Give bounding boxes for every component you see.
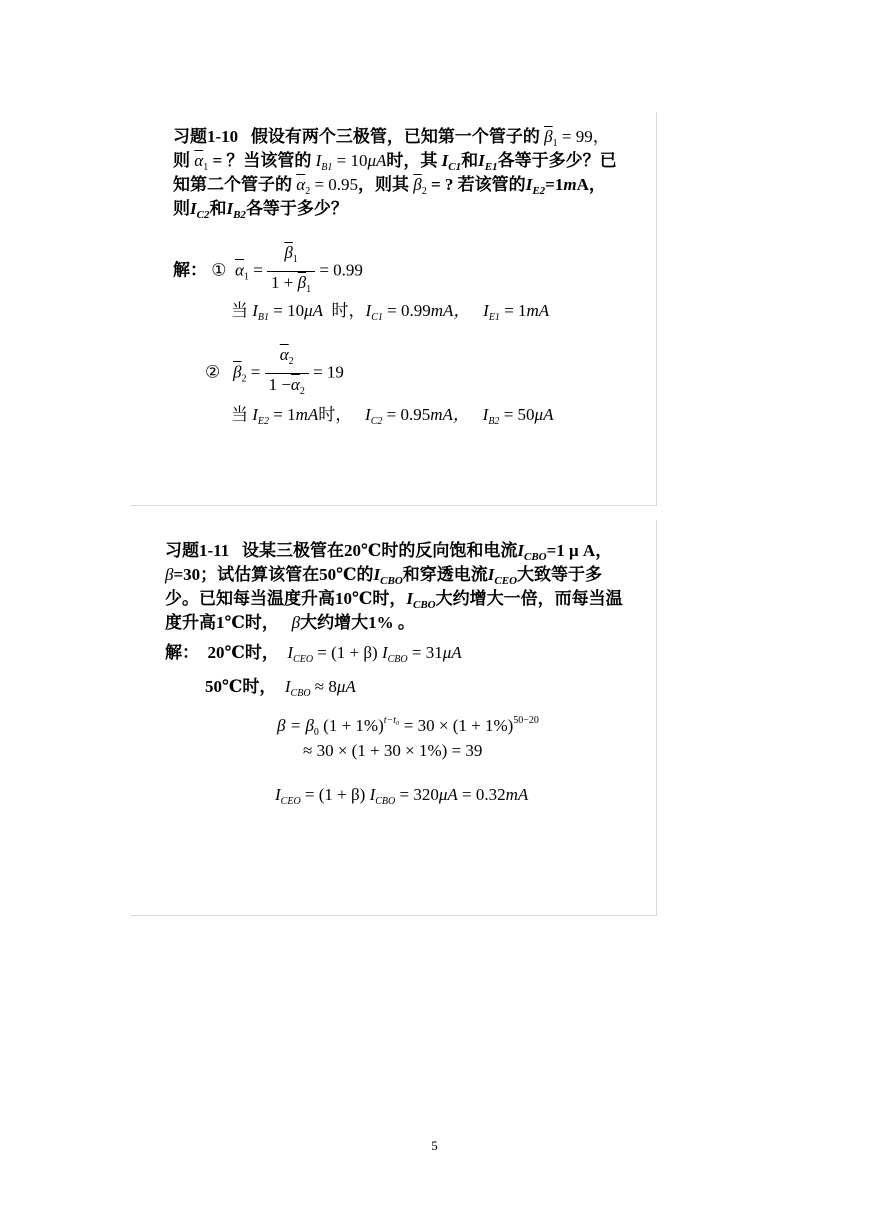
solution-2-eq-3: $\beta = \beta_0$ $(1 + 1\%)^{t-t_0} = 30 \times (1 + 1\%)^{50-20}$ [277, 715, 539, 738]
problem-label: 习题1-11 [165, 541, 230, 560]
solution-2-eq-5: $I_{CEO} = (1 + \beta) I_{CBO} = 320\mu A = 0.32mA$ [275, 785, 529, 807]
problem-1-11-line-4: 度升高1℃时， β大约增大1% 。 [165, 613, 415, 632]
problem-1-11-line-2: β=30；试估算该管在50℃的$I_{CBO}$和穿透电流$I_{CEO}$大致等于多 [165, 565, 603, 587]
problem-1-11-line-1: 习题1-11 设某三极管在20℃时的反向饱和电流$I_{CBO}=1$ μ A， [165, 541, 613, 563]
solution-2-eq-4: ≈ 30 × (1 + 30 × 1%) = 39 [303, 741, 483, 760]
page-number: 5 [431, 1138, 438, 1153]
solution-1-eq-1: 解： ① $\overline{\alpha}_1$ = $\frac{\overline{\beta}_1}{1 + \overline{\beta}_1}$ = 0.99 [173, 242, 363, 301]
problem-1-11-line-3: 少。已知每当温度升高10℃时，$I_{CBO}$大约增大一倍，而每当温 [165, 589, 623, 611]
solution-2-eq-2: 50℃时， $I_{CBO} \approx 8\mu A$ [205, 677, 356, 699]
problem-1-10-line-3: 知第二个管子的 $\overline{\alpha}_2 = 0.95$，则其 $\overline{\beta}_2$ = ? 若该管的$I_{E2}=1mA$， [173, 175, 606, 197]
problem-1-10-panel [131, 112, 657, 506]
solution-1-eq-2: ② $\overline{\beta}_2$ = $\frac{\overline{\alpha}_2}{1 -\overline{\alpha}_2}$ = 19 [205, 344, 344, 403]
problem-1-11-panel [131, 520, 657, 916]
solution-2-eq-1: 解： 20℃时， $I_{CEO} = (1 + \beta) I_{CBO} = 31\mu A$ [165, 643, 462, 665]
solution-1-result-2: 当 $I_{E2} = 1mA$时， $I_{C2} = 0.95mA$， $I_{B2} = 50\mu A$ [231, 405, 554, 427]
fraction-beta2: $\frac{\overline{\alpha}_2}{1 -\overline{\alpha}_2}$ [265, 344, 309, 403]
problem-1-10-line-4: 则$I_{C2}$和$I_{B2}$各等于多少？ [173, 199, 348, 221]
fraction-alpha1: $\frac{\overline{\beta}_1}{1 + \overline{\beta}_1}$ [267, 242, 315, 301]
problem-1-10-line-1: 习题1-10 假设有两个三极管，已知第一个管子的 $\overline{\beta}_1 = 99$， [173, 127, 610, 149]
problem-1-10-line-2: 则 $\overline{\alpha}_1$ = ？当该管的 $I_{B1} = 10\mu A$时，其 $I_{C1}$和$I_{E1}$各等于多少？已 [173, 151, 617, 173]
solution-1-result-1: 当 $I_{B1} = 10\mu A$ 时，$I_{C1} = 0.99mA$， $I_{E1} = 1mA$ [231, 301, 550, 323]
problem-label: 习题1-10 [173, 127, 239, 146]
